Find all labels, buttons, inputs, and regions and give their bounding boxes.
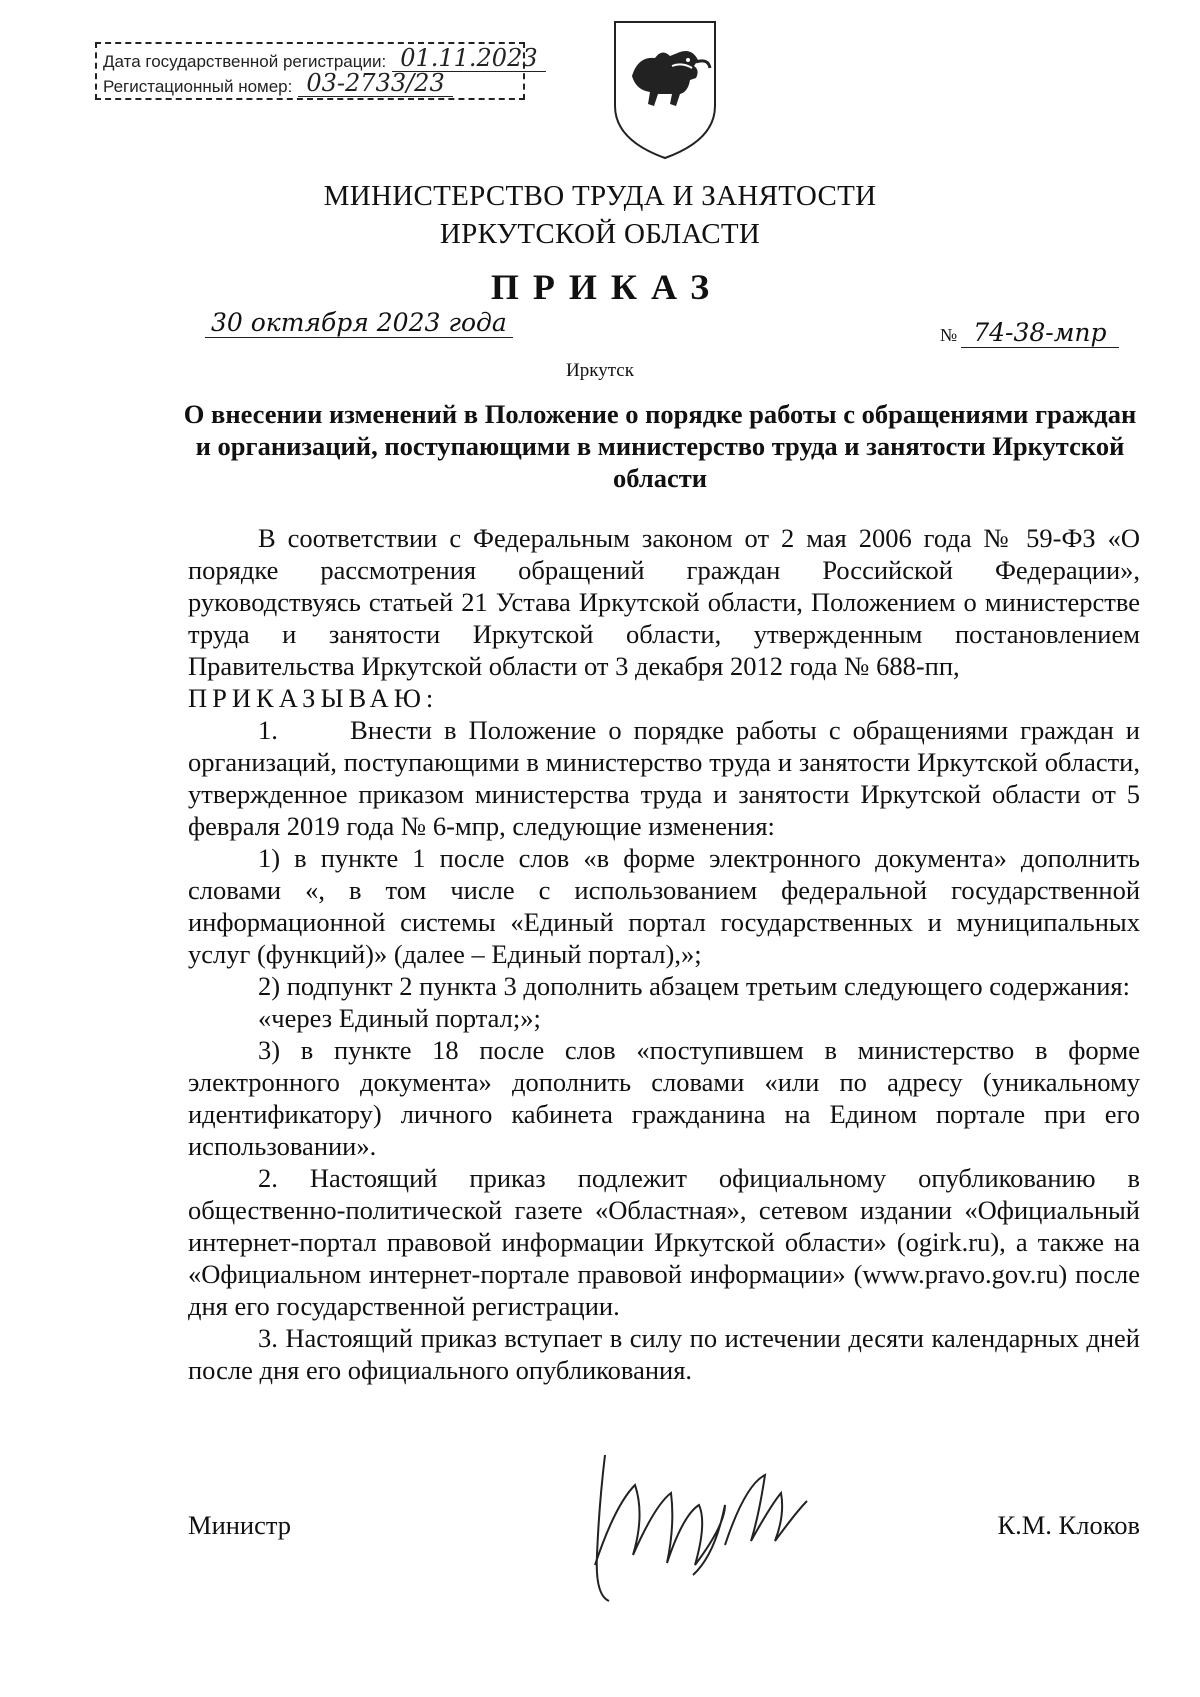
item-1-paragraph: 1. Внести в Положение о порядке работы с обращениями граждан и организаций, поступающими в министерство труда и занятости Иркутской области, утвержденное приказом министерства труда и занятости Иркутской области от 5 февраля 2019 года № 6-мпр, следующие изменения: bbox=[188, 715, 1140, 841]
document-title: О внесении изменений в Положение о порядке работы с обращениями граждан и организаций, поступающими в министерство труда и занятости Иркутской области bbox=[183, 399, 1137, 493]
stamp-date-label: Дата государственной регистрации: bbox=[103, 52, 387, 71]
stamp-number-value: 03-2733/23 bbox=[298, 70, 452, 97]
item-1-2-paragraph: 2) подпункт 2 пункта 3 дополнить абзацем третьим следующего содержания: bbox=[258, 971, 1130, 1001]
preamble-paragraph: В соответствии с Федеральным законом от 2 мая 2006 года № 59-ФЗ «О порядке рассмотрения обращений граждан Российской Федерации», руководствуясь статьей 21 Устава Иркутской области, Положением о министерстве труда и занятости Иркутской области, утвержденным постановлением Правительства Иркутской области от 3 декабря 2012 года № 688-пп, bbox=[188, 523, 1140, 681]
ministry-name-line1: МИНИСТЕРСТВО ТРУДА И ЗАНЯТОСТИ bbox=[323, 180, 877, 212]
stamp-date-value: 01.11.2023 bbox=[392, 45, 545, 72]
ministry-name-line2: ИРКУТСКОЙ ОБЛАСТИ bbox=[439, 218, 761, 250]
order-number bbox=[940, 318, 1119, 347]
registration-stamp bbox=[95, 42, 538, 100]
signer-name: К.М. Клоков bbox=[997, 1510, 1140, 1540]
stamp-number-row bbox=[103, 69, 517, 97]
order-number-handwritten: 74-38-мпр bbox=[961, 318, 1118, 348]
item-1-3-paragraph: 3) в пункте 18 после слов «поступившем в министерство в форме электронного документа» дополнить словами «или по адресу (уникальному идентификатору) личного кабинета гражданина на Едином портале при его использовании». bbox=[188, 1035, 1140, 1161]
item-1-2-quote: «через Единый портал;»; bbox=[258, 1003, 541, 1033]
signer-position: Министр bbox=[188, 1510, 292, 1540]
coat-of-arms-emblem bbox=[610, 18, 720, 160]
handwritten-signature bbox=[575, 1445, 815, 1605]
document-body bbox=[188, 522, 1140, 1386]
order-number-prefix: № bbox=[940, 325, 958, 345]
handwritten-date: 30 октября 2023 года bbox=[205, 308, 513, 338]
item-1-1-paragraph: 1) в пункте 1 после слов «в форме электронного документа» дополнить словами «, в том числе с использованием федеральной государственной информационной системы «Единый портал государственных и муниципальных услуг (функций)» (далее – Единый портал),»; bbox=[188, 843, 1140, 969]
city-name: Иркутск bbox=[566, 360, 634, 381]
document-type-heading: ПРИКАЗ bbox=[490, 267, 724, 307]
item-2-paragraph: 2. Настоящий приказ подлежит официальному опубликованию в общественно-политической газете «Областная», сетевом издании «Официальный интернет-портал правовой информации Иркутской области» (ogirk.ru), а также на «Официальном интернет-портале правовой информации» (www.pravo.gov.ru) после дня его государственной регистрации. bbox=[188, 1163, 1140, 1321]
order-word: ПРИКАЗЫВАЮ: bbox=[188, 683, 439, 713]
stamp-number-label: Регистационный номер: bbox=[103, 77, 293, 96]
item-3-paragraph: 3. Настоящий приказ вступает в силу по истечении десяти календарных дней после дня его официального опубликования. bbox=[188, 1323, 1140, 1385]
